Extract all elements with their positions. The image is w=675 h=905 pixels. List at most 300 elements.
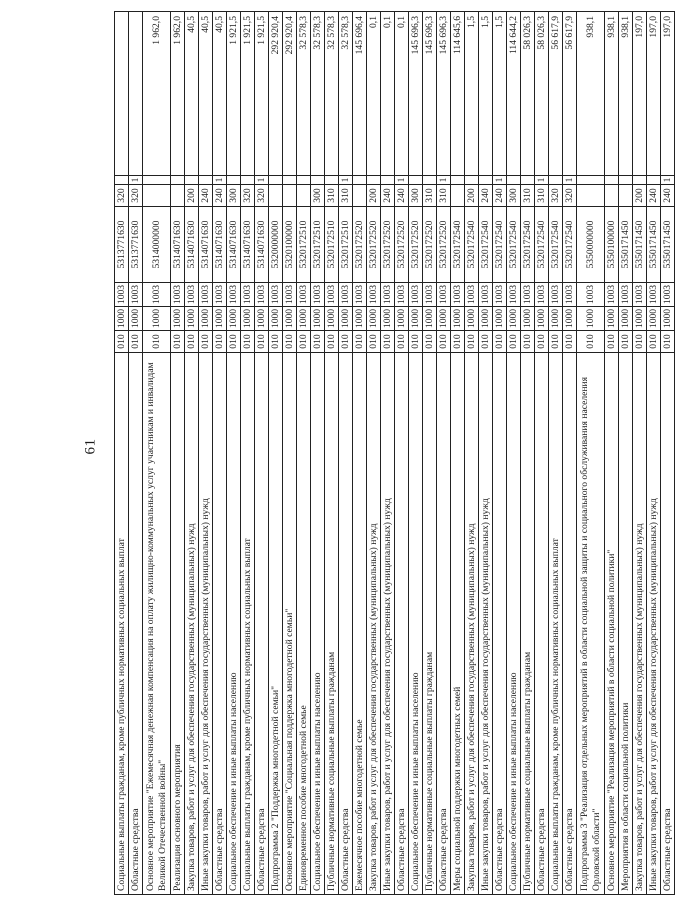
row-glav-cell: 010 [143,331,171,353]
row-mark-cell [423,176,437,185]
row-name-cell: Публичные нормативные социальные выплаты гражданам [521,353,535,895]
row-razd-cell: 1000 [647,307,661,331]
row-name-cell: Закупка товаров, работ и услуг для обеспечения государственных (муниципальных) нужд [465,353,479,895]
row-mark-cell: 1 [563,176,577,185]
row-razd-cell: 1000 [227,307,241,331]
row-glav-cell: 010 [325,331,339,353]
row-sum-cell: 1,5 [493,12,507,176]
row-vr-cell [451,185,465,207]
row-glav-cell: 010 [647,331,661,353]
row-pod-cell: 1003 [311,283,325,307]
row-sum-cell: 1,5 [479,12,493,176]
row-name-cell: Областные средства [339,353,353,895]
row-name-cell: Областные средства [493,353,507,895]
row-sum-cell: 938,1 [619,12,633,176]
row-vr-cell: 200 [185,185,199,207]
row-name-cell: Областные средства [535,353,549,895]
row-glav-cell: 010 [605,331,619,353]
row-pod-cell: 1003 [213,283,227,307]
row-sum-cell: 1 921,5 [227,12,241,176]
row-glav-cell: 010 [549,331,563,353]
row-cs-cell: 5320172540 [507,207,521,283]
row-name-cell: Социальное обеспечение и иные выплаты населению [409,353,423,895]
row-pod-cell: 1003 [339,283,353,307]
row-cs-cell: 5350171450 [661,207,675,283]
row-vr-cell: 240 [661,185,675,207]
row-cs-cell: 5320172520 [409,207,423,283]
row-pod-cell: 1003 [283,283,297,307]
row-vr-cell: 240 [395,185,409,207]
table-row [325,12,339,895]
row-razd-cell: 1000 [395,307,409,331]
row-cs-cell: 5313771630 [129,207,143,283]
row-glav-cell: 010 [339,331,353,353]
row-mark-cell [619,176,633,185]
row-razd-cell: 1000 [325,307,339,331]
row-cs-cell: 5350100000 [605,207,619,283]
row-razd-cell: 1000 [437,307,451,331]
row-sum-cell: 292 920,4 [269,12,283,176]
row-razd-cell: 1000 [269,307,283,331]
table-row [549,12,563,895]
row-sum-cell: 40,5 [199,12,213,176]
row-name-cell: Единовременное пособие многодетной семье [297,353,311,895]
table-row [437,12,451,895]
row-vr-cell: 300 [227,185,241,207]
row-glav-cell: 010 [661,331,675,353]
row-pod-cell: 1003 [255,283,269,307]
row-pod-cell: 1003 [647,283,661,307]
row-vr-cell [605,185,619,207]
table-row [255,12,269,895]
table-row [185,12,199,895]
row-name-cell: Социальное обеспечение и иные выплаты населению [311,353,325,895]
row-name-cell: Областные средства [661,353,675,895]
row-pod-cell: 1003 [409,283,423,307]
row-cs-cell: 5320000000 [269,207,283,283]
row-sum-cell: 58 026,3 [521,12,535,176]
row-pod-cell: 1003 [451,283,465,307]
row-name-cell: Основное мероприятие "Реализация мероприятий в области социальной политики" [605,353,619,895]
row-sum-cell: 40,5 [185,12,199,176]
row-glav-cell: 010 [241,331,255,353]
row-glav-cell: 010 [451,331,465,353]
row-mark-cell [325,176,339,185]
row-pod-cell: 1003 [661,283,675,307]
table-row [661,12,675,895]
row-name-cell: Областные средства [255,353,269,895]
row-glav-cell: 010 [563,331,577,353]
row-cs-cell: 5314000000 [143,207,171,283]
row-mark-cell [297,176,311,185]
row-mark-cell: 1 [339,176,353,185]
row-cs-cell: 5320172520 [423,207,437,283]
row-glav-cell: 010 [283,331,297,353]
table-row [115,12,129,895]
budget-table-body [115,12,675,895]
row-glav-cell: 010 [395,331,409,353]
row-pod-cell: 1003 [367,283,381,307]
row-name-cell: Областные средства [395,353,409,895]
row-pod-cell: 1003 [605,283,619,307]
row-mark-cell: 1 [213,176,227,185]
row-vr-cell: 240 [493,185,507,207]
row-cs-cell: 5320172540 [493,207,507,283]
table-row [395,12,409,895]
row-sum-cell: 1 921,5 [255,12,269,176]
row-cs-cell: 5314071630 [255,207,269,283]
row-glav-cell: 010 [297,331,311,353]
row-glav-cell: 010 [423,331,437,353]
row-razd-cell: 1000 [451,307,465,331]
row-sum-cell: 114 644,2 [507,12,521,176]
row-glav-cell: 010 [269,331,283,353]
row-pod-cell: 1003 [423,283,437,307]
row-sum-cell: 938,1 [577,12,605,176]
table-row [465,12,479,895]
row-cs-cell: 5320172540 [563,207,577,283]
row-mark-cell: 1 [661,176,675,185]
row-name-cell: Основное мероприятие "Ежемесячная денежная компенсация на оплату жилищно-коммунальных услуг участникам и инвалидам Великой Отечественной войны" [143,353,171,895]
row-vr-cell: 310 [423,185,437,207]
table-row [143,12,171,895]
row-pod-cell: 1003 [129,283,143,307]
row-mark-cell [171,176,185,185]
table-row [339,12,353,895]
row-razd-cell: 1000 [115,307,129,331]
row-glav-cell: 010 [521,331,535,353]
row-cs-cell: 5320172520 [395,207,409,283]
row-cs-cell: 5320172510 [311,207,325,283]
row-vr-cell: 320 [549,185,563,207]
row-pod-cell: 1003 [115,283,129,307]
row-pod-cell: 1003 [381,283,395,307]
row-mark-cell [185,176,199,185]
row-pod-cell: 1003 [493,283,507,307]
row-mark-cell [227,176,241,185]
row-glav-cell: 010 [465,331,479,353]
table-row [227,12,241,895]
row-razd-cell: 1000 [619,307,633,331]
row-sum-cell: 145 696,3 [409,12,423,176]
row-mark-cell [507,176,521,185]
row-pod-cell: 1003 [297,283,311,307]
row-sum-cell: 56 617,9 [563,12,577,176]
row-sum-cell: 32 578,3 [339,12,353,176]
row-sum-cell: 292 920,4 [283,12,297,176]
row-mark-cell [451,176,465,185]
row-name-cell: Закупка товаров, работ и услуг для обеспечения государственных (муниципальных) нужд [367,353,381,895]
row-razd-cell: 1000 [661,307,675,331]
row-sum-cell: 0,1 [367,12,381,176]
row-razd-cell: 1000 [381,307,395,331]
row-vr-cell: 320 [115,185,129,207]
row-name-cell: Социальное обеспечение и иные выплаты населению [507,353,521,895]
row-name-cell: Подпрограмма 3 "Реализация отдельных мероприятий в области социальной защиты и социального обслуживания населения Орловской области" [577,353,605,895]
row-glav-cell: 010 [493,331,507,353]
row-mark-cell [633,176,647,185]
row-razd-cell: 1000 [479,307,493,331]
table-row [479,12,493,895]
row-razd-cell: 1000 [339,307,353,331]
row-mark-cell: 1 [395,176,409,185]
row-vr-cell: 200 [465,185,479,207]
row-sum-cell: 145 696,3 [423,12,437,176]
row-sum-cell: 0,1 [381,12,395,176]
table-row [409,12,423,895]
row-glav-cell: 010 [577,331,605,353]
table-row [283,12,297,895]
row-sum-cell: 145 696,3 [437,12,451,176]
row-cs-cell: 5320172540 [521,207,535,283]
row-name-cell: Иные закупки товаров, работ и услуг для обеспечения государственных (муниципальных) нужд [647,353,661,895]
row-cs-cell: 5314071630 [227,207,241,283]
row-razd-cell: 1000 [255,307,269,331]
row-sum-cell [115,12,129,176]
row-name-cell: Мероприятия в области социальной политики [619,353,633,895]
row-vr-cell: 200 [633,185,647,207]
row-mark-cell [115,176,129,185]
row-razd-cell: 1000 [535,307,549,331]
row-name-cell: Подпрограмма 2 "Поддержка многодетной семьи" [269,353,283,895]
row-pod-cell: 1003 [507,283,521,307]
row-razd-cell: 1000 [171,307,185,331]
row-glav-cell: 010 [129,331,143,353]
row-sum-cell: 0,1 [395,12,409,176]
row-cs-cell: 5320100000 [283,207,297,283]
row-razd-cell: 1000 [367,307,381,331]
row-cs-cell: 5320172540 [465,207,479,283]
table-row [367,12,381,895]
row-vr-cell [283,185,297,207]
table-row [521,12,535,895]
row-razd-cell: 1000 [409,307,423,331]
table-row [311,12,325,895]
row-mark-cell: 1 [437,176,451,185]
row-razd-cell: 1000 [129,307,143,331]
table-row [563,12,577,895]
row-razd-cell: 1000 [493,307,507,331]
row-glav-cell: 010 [633,331,647,353]
row-sum-cell: 145 696,4 [353,12,367,176]
row-pod-cell: 1003 [171,283,185,307]
row-name-cell: Закупка товаров, работ и услуг для обеспечения государственных (муниципальных) нужд [633,353,647,895]
row-pod-cell: 1003 [325,283,339,307]
row-vr-cell: 300 [311,185,325,207]
row-name-cell: Социальные выплаты гражданам, кроме публичных нормативных социальных выплат [241,353,255,895]
row-pod-cell: 1003 [521,283,535,307]
row-vr-cell: 310 [339,185,353,207]
row-sum-cell: 40,5 [213,12,227,176]
row-name-cell: Социальное обеспечение и иные выплаты населению [227,353,241,895]
row-vr-cell: 300 [507,185,521,207]
row-cs-cell: 5350171450 [619,207,633,283]
table-row [381,12,395,895]
row-pod-cell: 1003 [535,283,549,307]
row-pod-cell: 1003 [633,283,647,307]
row-mark-cell [577,176,605,185]
row-vr-cell: 240 [381,185,395,207]
row-pod-cell: 1003 [563,283,577,307]
row-sum-cell: 32 578,3 [297,12,311,176]
row-sum-cell: 32 578,3 [325,12,339,176]
row-name-cell: Областные средства [213,353,227,895]
table-row [171,12,185,895]
row-vr-cell: 320 [241,185,255,207]
row-razd-cell: 1000 [283,307,297,331]
row-glav-cell: 010 [619,331,633,353]
row-razd-cell: 1000 [563,307,577,331]
row-name-cell: Социальные выплаты гражданам, кроме публичных нормативных социальных выплат [115,353,129,895]
table-row [493,12,507,895]
row-glav-cell: 010 [171,331,185,353]
row-mark-cell: 1 [129,176,143,185]
row-vr-cell [619,185,633,207]
row-vr-cell [297,185,311,207]
row-mark-cell [199,176,213,185]
row-mark-cell [647,176,661,185]
row-mark-cell [367,176,381,185]
table-row [423,12,437,895]
rotated-table-wrapper [114,12,673,895]
row-mark-cell [269,176,283,185]
row-name-cell: Публичные нормативные социальные выплаты гражданам [423,353,437,895]
row-cs-cell: 5314071630 [185,207,199,283]
row-mark-cell [381,176,395,185]
row-glav-cell: 010 [199,331,213,353]
row-name-cell: Ежемесячное пособие многодетной семье [353,353,367,895]
row-razd-cell: 1000 [185,307,199,331]
row-razd-cell: 1000 [297,307,311,331]
row-cs-cell: 5314071630 [241,207,255,283]
row-pod-cell: 1003 [227,283,241,307]
row-vr-cell: 310 [521,185,535,207]
row-mark-cell [549,176,563,185]
row-cs-cell: 5350171450 [647,207,661,283]
table-row [605,12,619,895]
row-pod-cell: 1003 [241,283,255,307]
row-razd-cell: 1000 [633,307,647,331]
row-mark-cell: 1 [535,176,549,185]
row-name-cell: Областные средства [129,353,143,895]
row-glav-cell: 010 [353,331,367,353]
table-row [647,12,661,895]
row-cs-cell: 5320172510 [297,207,311,283]
rotated-table-frame [114,12,673,895]
row-pod-cell: 1003 [353,283,367,307]
row-name-cell: Реализация основного мероприятия [171,353,185,895]
row-vr-cell: 300 [409,185,423,207]
row-name-cell: Иные закупки товаров, работ и услуг для обеспечения государственных (муниципальных) нужд [199,353,213,895]
row-cs-cell: 5314071630 [213,207,227,283]
row-name-cell: Иные закупки товаров, работ и услуг для обеспечения государственных (муниципальных) нужд [479,353,493,895]
row-name-cell: Основное мероприятие "Социальная поддержка многодетной семьи" [283,353,297,895]
row-cs-cell: 5320172510 [325,207,339,283]
row-mark-cell: 1 [255,176,269,185]
row-name-cell: Публичные нормативные социальные выплаты гражданам [325,353,339,895]
row-glav-cell: 010 [213,331,227,353]
row-mark-cell [283,176,297,185]
row-pod-cell: 1003 [199,283,213,307]
row-mark-cell [311,176,325,185]
table-row [535,12,549,895]
page-number: 61 [82,438,99,455]
row-vr-cell [353,185,367,207]
row-glav-cell: 010 [367,331,381,353]
table-row [269,12,283,895]
row-pod-cell: 1003 [395,283,409,307]
row-cs-cell: 5320172520 [381,207,395,283]
row-cs-cell: 5313771630 [115,207,129,283]
row-razd-cell: 1000 [143,307,171,331]
table-row [199,12,213,895]
row-pod-cell: 1003 [549,283,563,307]
row-vr-cell: 320 [129,185,143,207]
row-pod-cell: 1003 [185,283,199,307]
row-mark-cell [409,176,423,185]
row-sum-cell: 197,0 [661,12,675,176]
row-razd-cell: 1000 [465,307,479,331]
row-pod-cell: 1003 [269,283,283,307]
row-glav-cell: 010 [381,331,395,353]
row-vr-cell: 310 [437,185,451,207]
row-mark-cell [521,176,535,185]
row-cs-cell: 5320172540 [535,207,549,283]
row-sum-cell [129,12,143,176]
row-pod-cell: 1003 [577,283,605,307]
row-name-cell: Иные закупки товаров, работ и услуг для обеспечения государственных (муниципальных) нужд [381,353,395,895]
row-vr-cell: 320 [255,185,269,207]
row-glav-cell: 010 [227,331,241,353]
row-sum-cell: 32 578,3 [311,12,325,176]
row-vr-cell: 320 [563,185,577,207]
row-vr-cell: 310 [325,185,339,207]
table-row [619,12,633,895]
table-row [297,12,311,895]
row-vr-cell: 310 [535,185,549,207]
row-pod-cell: 1003 [479,283,493,307]
table-row [451,12,465,895]
row-sum-cell: 1,5 [465,12,479,176]
row-razd-cell: 1000 [507,307,521,331]
row-razd-cell: 1000 [241,307,255,331]
row-glav-cell: 010 [185,331,199,353]
row-mark-cell [353,176,367,185]
row-sum-cell: 1 962,0 [143,12,171,176]
row-vr-cell: 240 [479,185,493,207]
table-row [353,12,367,895]
row-razd-cell: 1000 [423,307,437,331]
row-pod-cell: 1003 [619,283,633,307]
row-razd-cell: 1000 [311,307,325,331]
row-vr-cell: 240 [199,185,213,207]
budget-table [114,11,675,895]
row-sum-cell: 938,1 [605,12,619,176]
row-sum-cell: 1 921,5 [241,12,255,176]
row-cs-cell: 5320172540 [451,207,465,283]
row-mark-cell [143,176,171,185]
row-glav-cell: 010 [507,331,521,353]
row-razd-cell: 1000 [521,307,535,331]
row-mark-cell [465,176,479,185]
row-razd-cell: 1000 [213,307,227,331]
row-cs-cell: 5320172520 [367,207,381,283]
table-row [129,12,143,895]
row-name-cell: Социальные выплаты гражданам, кроме публичных нормативных социальных выплат [549,353,563,895]
row-glav-cell: 010 [255,331,269,353]
row-vr-cell: 200 [367,185,381,207]
table-row [507,12,521,895]
